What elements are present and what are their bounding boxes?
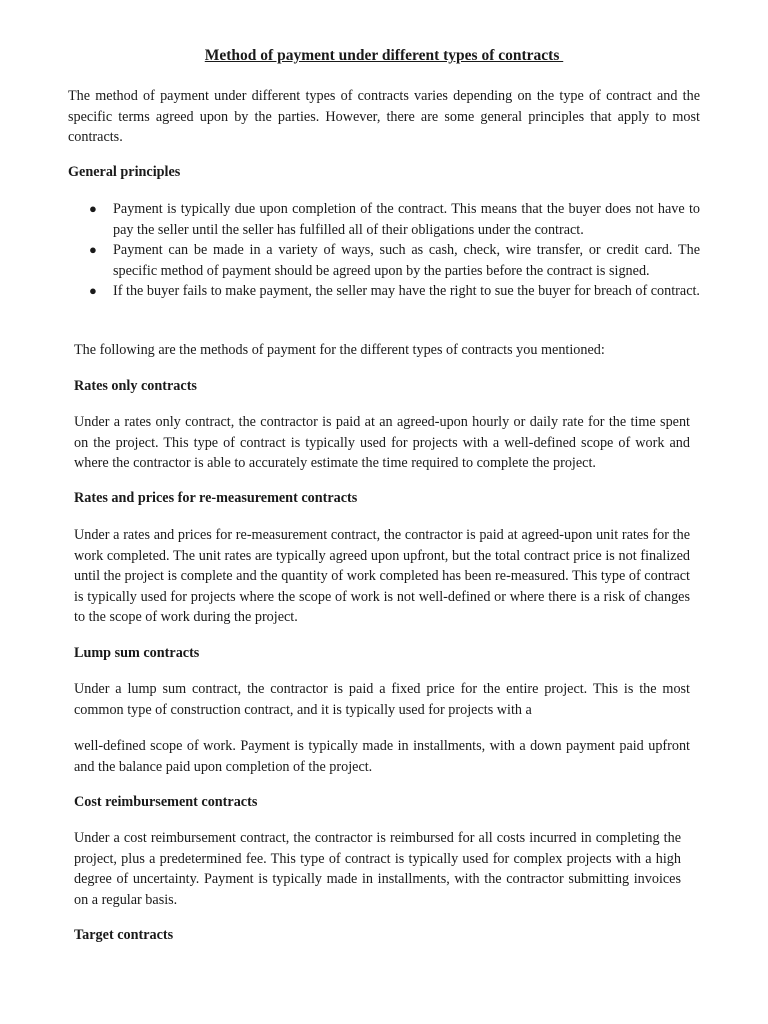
following-paragraph: The following are the methods of payment for the different types of contracts you mentioned:	[74, 342, 605, 358]
section-heading-target: Target contracts	[74, 927, 174, 943]
list-item-text: Payment can be made in a variety of ways, such as cash, check, wire transfer, or credit card. The specific method of payment should be agreed upon by the parties before the contract is signed.	[113, 242, 700, 279]
intro-paragraph: The method of payment under different types of contracts varies depending on the type of contract and the specific terms agreed upon by the parties. However, there are some general principles that apply to most contracts.	[68, 88, 700, 145]
list-item	[88, 281, 700, 302]
section-heading-rates-only: Rates only contracts	[74, 378, 197, 394]
bullet-icon: ●	[89, 201, 97, 216]
section-heading-re-measurement: Rates and prices for re-measurement contracts	[74, 490, 358, 506]
section-text-lump-sum-continued: well-defined scope of work. Payment is typically made in installments, with a down payment paid upfront and the balance paid upon completion of the project.	[74, 738, 690, 775]
section-heading-lump-sum: Lump sum contracts	[74, 645, 200, 661]
list-item	[88, 199, 700, 240]
general-principles-list	[88, 199, 700, 302]
section-text-re-measurement: Under a rates and prices for re-measurement contract, the contractor is paid at agreed-upon unit rates for the work completed. The unit rates are typically agreed upon upfront, but the total contract price is not finalized until the project is complete and the quantity of work completed has been re-measured. This type of contract is typically used for projects where the scope of work is not well-defined or where there is a risk of changes to the scope of work during the project.	[74, 527, 690, 625]
section-text-rates-only: Under a rates only contract, the contractor is paid at an agreed-upon hourly or daily rate for the time spent on the project. This type of contract is typically used for projects with a well-defined scope of work and where the contractor is able to accurately estimate the time required to complete the project.	[74, 414, 690, 471]
list-item	[88, 240, 700, 281]
bullet-icon: ●	[89, 283, 97, 298]
bullet-icon: ●	[89, 242, 97, 257]
list-item-text: If the buyer fails to make payment, the seller may have the right to sue the buyer for breach of contract.	[113, 283, 700, 299]
page-title: Method of payment under different types of contracts	[204, 47, 564, 64]
section-text-lump-sum: Under a lump sum contract, the contractor is paid a fixed price for the entire project. This is the most common type of construction contract, and it is typically used for projects with a	[74, 681, 690, 718]
section-heading-cost-reimbursement: Cost reimbursement contracts	[74, 794, 258, 810]
list-item-text: Payment is typically due upon completion of the contract. This means that the buyer does not have to pay the seller until the seller has fulfilled all of their obligations under the contract.	[113, 201, 700, 238]
general-principles-heading: General principles	[68, 164, 181, 180]
section-text-cost-reimbursement: Under a cost reimbursement contract, the contractor is reimbursed for all costs incurred in completing the project, plus a predetermined fee. This type of contract is typically used for complex projects with a high degree of uncertainty. Payment is typically made in installments, with the contractor submitting invoices on a regular basis.	[74, 830, 681, 908]
